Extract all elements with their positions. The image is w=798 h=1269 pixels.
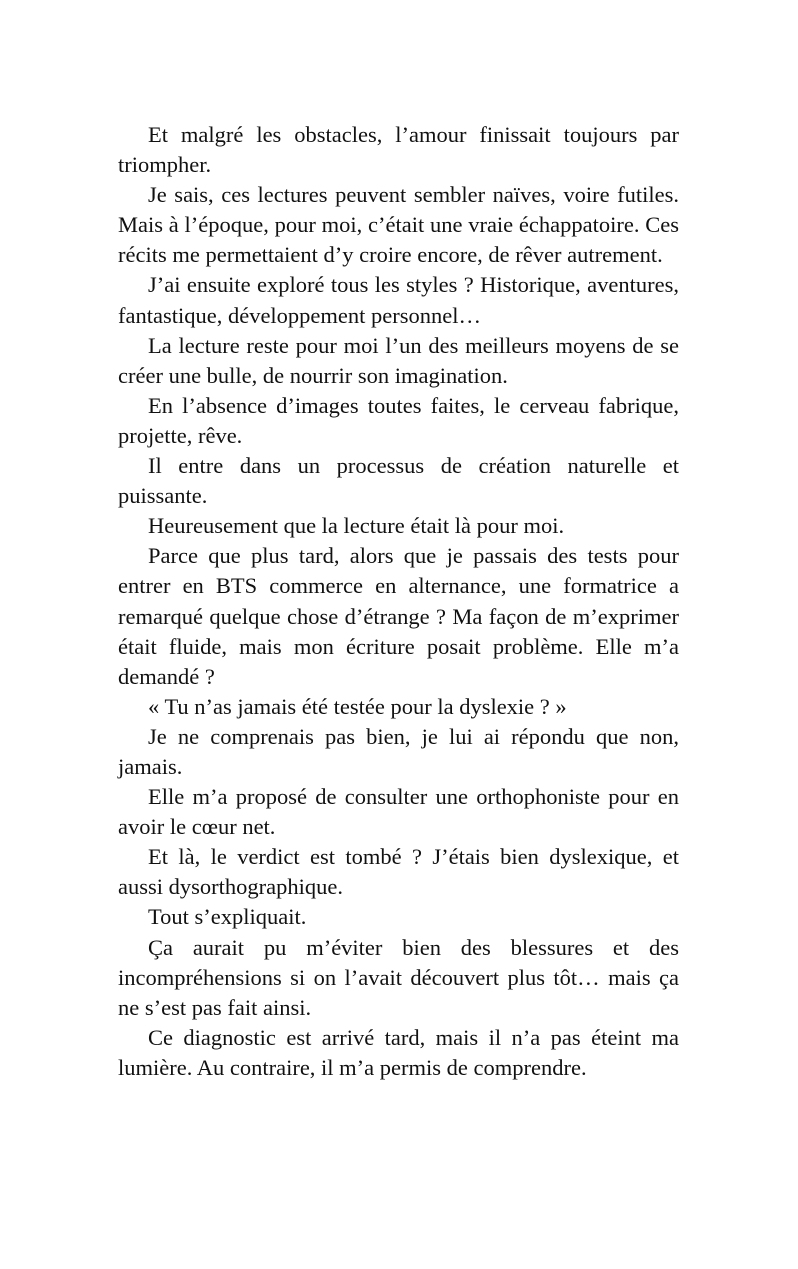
paragraph-9: « Tu n’as jamais été testée pour la dyslexie ? » <box>148 693 567 719</box>
paragraph-1: Et malgré les obstacles, l’amour finissait toujours par triompher. <box>118 122 679 178</box>
paragraph-4: La lecture reste pour moi l’un des meilleurs moyens de se créer une bulle, de nourrir son imagination. <box>118 332 679 388</box>
paragraph-8: Parce que plus tard, alors que je passais des tests pour entrer en BTS commerce en alternance, une formatrice a remarqué quelque chose d’étrange ? Ma façon de m’exprimer était fluide, mais mon écriture posait problème. Elle m’a demandé ? <box>118 543 679 689</box>
paragraph-2: Je sais, ces lectures peuvent sembler naïves, voire futiles. Mais à l’époque, pour moi, c’était une vraie échappatoire. Ces récits me permettaient d’y croire encore, de rêver autrement. <box>118 182 679 268</box>
paragraph-14: Ça aurait pu m’éviter bien des blessures et des incompréhensions si on l’avait découvert plus tôt… mais ça ne s’est pas fait ainsi. <box>118 934 679 1020</box>
paragraph-10: Je ne comprenais pas bien, je lui ai répondu que non, jamais. <box>118 723 679 779</box>
paragraph-15: Ce diagnostic est arrivé tard, mais il n’a pas éteint ma lumière. Au contraire, il m’a permis de comprendre. <box>118 1024 679 1080</box>
paragraph-12: Et là, le verdict est tombé ? J’étais bien dyslexique, et aussi dysorthographique. <box>118 844 679 900</box>
paragraph-13: Tout s’expliquait. <box>148 904 307 930</box>
paragraph-7: Heureusement que la lecture était là pour moi. <box>148 513 565 539</box>
paragraph-3: J’ai ensuite exploré tous les styles ? Historique, aventures, fantastique, développement personnel… <box>118 272 679 328</box>
paragraph-6: Il entre dans un processus de création naturelle et puissante. <box>118 453 679 509</box>
paragraph-5: En l’absence d’images toutes faites, le cerveau fabrique, projette, rêve. <box>118 392 679 448</box>
book-page <box>118 120 679 1083</box>
paragraph-11: Elle m’a proposé de consulter une orthophoniste pour en avoir le cœur net. <box>118 784 679 840</box>
